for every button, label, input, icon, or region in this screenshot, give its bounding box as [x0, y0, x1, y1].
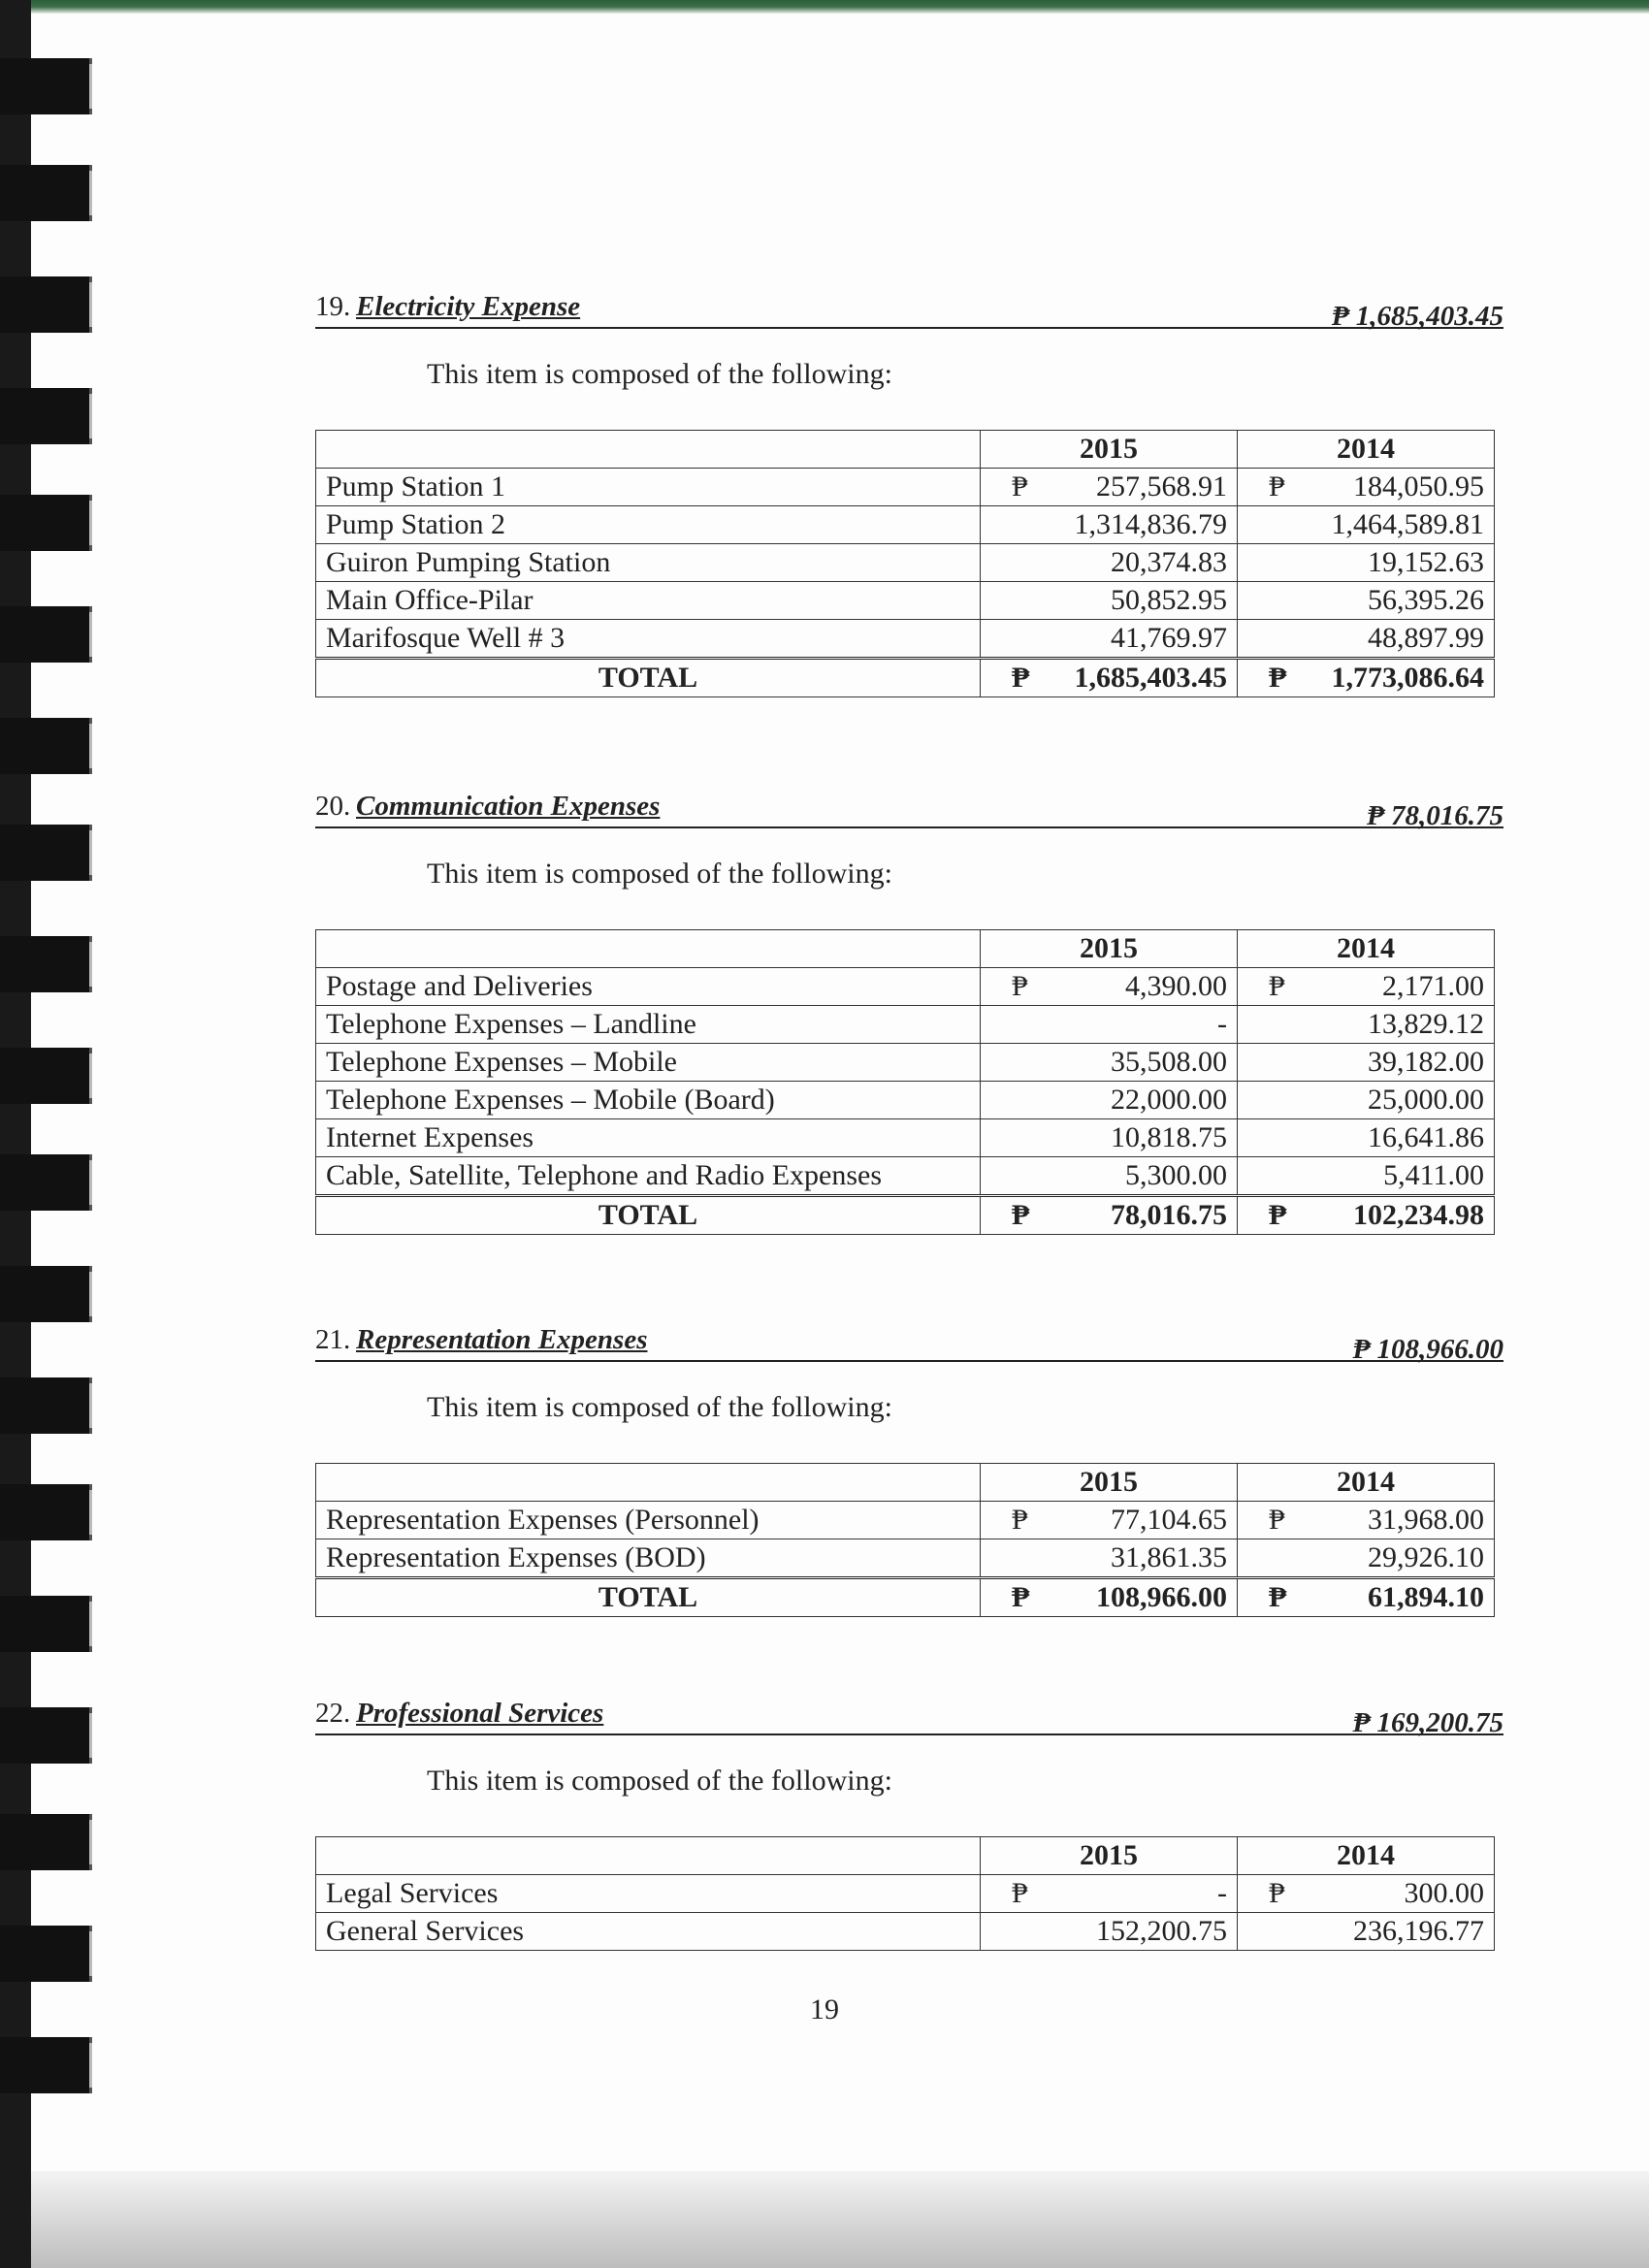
cell-2015-wrap	[990, 1876, 1227, 1911]
cell-2015	[981, 1913, 1238, 1951]
cell-2015-wrap	[990, 1158, 1227, 1193]
row-label: Legal Services	[316, 1875, 981, 1913]
expense-table	[315, 1836, 1495, 1951]
binding-ring	[0, 276, 92, 333]
section-communication-expenses	[315, 776, 1504, 1235]
header-year-2014: 2014	[1238, 930, 1495, 968]
table-row	[316, 1006, 1495, 1044]
cell-2015	[981, 1502, 1238, 1539]
intro-text: This item is composed of the following:	[427, 1765, 892, 1797]
cell-2014	[1238, 1044, 1495, 1082]
binding-ring	[0, 1154, 92, 1211]
cell-2014	[1238, 620, 1495, 659]
total-row	[316, 1578, 1495, 1617]
table-row	[316, 544, 1495, 582]
total-2014	[1238, 1578, 1495, 1617]
amount-value: 29,926.10	[1368, 1541, 1484, 1573]
currency-symbol: ₱	[1012, 1581, 1030, 1613]
row-label: Internet Expenses	[316, 1119, 981, 1157]
currency-symbol: ₱	[1012, 1877, 1028, 1909]
section-amount: ₱ 78,016.75	[1367, 800, 1504, 831]
currency-symbol	[1247, 1083, 1269, 1118]
header-year-2014: 2014	[1238, 431, 1495, 469]
currency-symbol	[1247, 1120, 1269, 1155]
currency-symbol	[990, 1007, 1012, 1042]
amount-value: 31,968.00	[1368, 1504, 1484, 1536]
amount-value: 4,390.00	[1125, 970, 1227, 1002]
binding-ring	[0, 165, 92, 221]
cell-2014-wrap	[1247, 1914, 1484, 1949]
binding-ring	[0, 58, 92, 114]
currency-symbol: ₱	[1012, 470, 1028, 502]
cell-2014-wrap	[1247, 1120, 1484, 1155]
row-label: Pump Station 1	[316, 469, 981, 506]
amount-value: 1,464,589.81	[1331, 508, 1484, 540]
spiral-binding	[0, 39, 107, 2173]
section-heading	[315, 1683, 1504, 1738]
binding-ring	[0, 495, 92, 551]
currency-symbol	[1247, 1007, 1269, 1042]
intro-text: This item is composed of the following:	[427, 858, 892, 890]
amount-value: 61,894.10	[1368, 1581, 1484, 1613]
cell-2014-wrap	[1247, 1158, 1484, 1193]
cell-2014-wrap	[1247, 507, 1484, 542]
cell-2015-wrap	[990, 1503, 1227, 1538]
section-number: 22.	[315, 1698, 351, 1729]
currency-symbol: ₱	[1012, 662, 1030, 694]
cell-2014-wrap	[1247, 969, 1484, 1004]
row-label: Postage and Deliveries	[316, 968, 981, 1006]
table-row	[316, 1875, 1495, 1913]
table-row	[316, 1044, 1495, 1082]
total-label: TOTAL	[316, 1578, 981, 1617]
currency-symbol: ₱	[1012, 1199, 1030, 1231]
section-heading	[315, 776, 1504, 831]
total-2015-wrap	[990, 661, 1227, 696]
currency-symbol	[990, 1120, 1012, 1155]
row-label: Marifosque Well # 3	[316, 620, 981, 659]
cell-2015-wrap	[990, 1045, 1227, 1080]
cell-2015-wrap	[990, 470, 1227, 504]
amount-value: 1,773,086.64	[1331, 662, 1484, 694]
amount-value: 108,966.00	[1096, 1581, 1227, 1613]
amount-value: 35,508.00	[1111, 1046, 1227, 1078]
cell-2014-wrap	[1247, 1007, 1484, 1042]
binding-ring	[0, 606, 92, 663]
table-row	[316, 1119, 1495, 1157]
cell-2015-wrap	[990, 583, 1227, 618]
cell-2015-wrap	[990, 621, 1227, 656]
currency-symbol	[1247, 1914, 1269, 1949]
total-2014-wrap	[1247, 661, 1484, 696]
total-2015	[981, 1196, 1238, 1235]
total-label: TOTAL	[316, 1196, 981, 1235]
currency-symbol	[1247, 1045, 1269, 1080]
currency-symbol	[1247, 1158, 1269, 1193]
total-row	[316, 659, 1495, 697]
table-header-row	[316, 1464, 1495, 1502]
cell-2014	[1238, 582, 1495, 620]
section-title: Representation Expenses	[356, 1324, 648, 1355]
currency-symbol	[1247, 545, 1269, 580]
table-row	[316, 620, 1495, 659]
currency-symbol: ₱	[1269, 470, 1285, 502]
amount-value: -	[1217, 1008, 1227, 1040]
cell-2015	[981, 1875, 1238, 1913]
amount-value: 41,769.97	[1111, 622, 1227, 654]
total-2014	[1238, 1196, 1495, 1235]
currency-symbol: ₱	[1269, 970, 1285, 1002]
cell-2015	[981, 1082, 1238, 1119]
amount-value: 48,897.99	[1368, 622, 1484, 654]
table-header-row	[316, 930, 1495, 968]
row-label: Main Office-Pilar	[316, 582, 981, 620]
amount-value: 16,641.86	[1368, 1121, 1484, 1153]
row-label: Cable, Satellite, Telephone and Radio Expenses	[316, 1157, 981, 1196]
section-title: Communication Expenses	[356, 791, 661, 822]
section-electricity-expense	[315, 276, 1504, 697]
cell-2014	[1238, 1082, 1495, 1119]
amount-value: 257,568.91	[1096, 470, 1227, 502]
section-amount: ₱ 1,685,403.45	[1331, 301, 1504, 332]
table-row	[316, 968, 1495, 1006]
amount-value: 236,196.77	[1353, 1915, 1484, 1947]
amount-value: 78,016.75	[1111, 1199, 1227, 1231]
cell-2014-wrap	[1247, 621, 1484, 656]
amount-value: 5,300.00	[1125, 1159, 1227, 1191]
header-year-2015: 2015	[981, 431, 1238, 469]
cell-2014-wrap	[1247, 1540, 1484, 1575]
header-blank	[316, 431, 981, 469]
currency-symbol	[990, 1158, 1012, 1193]
row-label: Telephone Expenses – Mobile (Board)	[316, 1082, 981, 1119]
header-blank	[316, 1837, 981, 1875]
section-heading	[315, 1310, 1504, 1365]
currency-symbol	[990, 1540, 1012, 1575]
amount-value: -	[1217, 1877, 1227, 1909]
cell-2015	[981, 1044, 1238, 1082]
amount-value: 77,104.65	[1111, 1504, 1227, 1536]
cell-2015-wrap	[990, 507, 1227, 542]
row-label: Representation Expenses (Personnel)	[316, 1502, 981, 1539]
amount-value: 56,395.26	[1368, 584, 1484, 616]
table-row	[316, 582, 1495, 620]
binding-ring	[0, 1048, 92, 1104]
total-2015-wrap	[990, 1580, 1227, 1615]
cell-2015	[981, 544, 1238, 582]
section-amount: ₱ 108,966.00	[1352, 1334, 1504, 1365]
amount-value: 5,411.00	[1383, 1159, 1484, 1191]
table-row	[316, 1157, 1495, 1196]
row-label: Telephone Expenses – Landline	[316, 1006, 981, 1044]
cell-2015	[981, 1119, 1238, 1157]
currency-symbol: ₱	[1269, 1877, 1285, 1909]
intro-text: This item is composed of the following:	[427, 1391, 892, 1423]
cell-2014	[1238, 1502, 1495, 1539]
cell-2014	[1238, 1157, 1495, 1196]
cell-2015	[981, 968, 1238, 1006]
cell-2014	[1238, 1539, 1495, 1578]
section-amount: ₱ 169,200.75	[1352, 1707, 1504, 1738]
binding-ring	[0, 1484, 92, 1540]
amount-value: 300.00	[1404, 1877, 1484, 1909]
currency-symbol	[990, 545, 1012, 580]
cell-2014-wrap	[1247, 583, 1484, 618]
binding-ring	[0, 1377, 92, 1434]
amount-value: 184,050.95	[1353, 470, 1484, 502]
section-number: 21.	[315, 1324, 351, 1355]
total-2015	[981, 1578, 1238, 1617]
row-label: Representation Expenses (BOD)	[316, 1539, 981, 1578]
cell-2014	[1238, 1875, 1495, 1913]
binding-ring	[0, 2037, 92, 2093]
header-blank	[316, 930, 981, 968]
currency-symbol: ₱	[1269, 1581, 1287, 1613]
cell-2015-wrap	[990, 1914, 1227, 1949]
amount-value: 10,818.75	[1111, 1121, 1227, 1153]
currency-symbol: ₱	[1269, 1504, 1285, 1536]
header-year-2015: 2015	[981, 1464, 1238, 1502]
header-year-2014: 2014	[1238, 1464, 1495, 1502]
currency-symbol: ₱	[1269, 1199, 1287, 1231]
section-professional-services	[315, 1683, 1504, 1951]
row-label: Pump Station 2	[316, 506, 981, 544]
cell-2014-wrap	[1247, 470, 1484, 504]
cell-2014-wrap	[1247, 1045, 1484, 1080]
total-2014-wrap	[1247, 1580, 1484, 1615]
currency-symbol	[990, 507, 1012, 542]
amount-value: 19,152.63	[1368, 546, 1484, 578]
currency-symbol: ₱	[1269, 662, 1287, 694]
amount-value: 152,200.75	[1096, 1915, 1227, 1947]
cell-2014-wrap	[1247, 1876, 1484, 1911]
row-label: Telephone Expenses – Mobile	[316, 1044, 981, 1082]
amount-value: 20,374.83	[1111, 546, 1227, 578]
cell-2015-wrap	[990, 1540, 1227, 1575]
cell-2014	[1238, 1119, 1495, 1157]
binding-ring	[0, 825, 92, 881]
section-number: 20.	[315, 791, 351, 822]
amount-value: 50,852.95	[1111, 584, 1227, 616]
currency-symbol: ₱	[1012, 970, 1028, 1002]
binding-ring	[0, 388, 92, 444]
currency-symbol	[1247, 583, 1269, 618]
cell-2015-wrap	[990, 1007, 1227, 1042]
cell-2015	[981, 1006, 1238, 1044]
total-label: TOTAL	[316, 659, 981, 697]
row-label: Guiron Pumping Station	[316, 544, 981, 582]
cell-2015	[981, 1539, 1238, 1578]
cell-2014	[1238, 968, 1495, 1006]
scan-bottom-shadow	[31, 2171, 1649, 2268]
expense-table	[315, 929, 1495, 1235]
section-title: Electricity Expense	[356, 291, 581, 322]
cell-2015	[981, 469, 1238, 506]
cell-2014-wrap	[1247, 1503, 1484, 1538]
cell-2015-wrap	[990, 969, 1227, 1004]
expense-table	[315, 430, 1495, 697]
table-row	[316, 1502, 1495, 1539]
cell-2014-wrap	[1247, 545, 1484, 580]
section-number: 19.	[315, 291, 351, 322]
cell-2014	[1238, 506, 1495, 544]
cell-2015-wrap	[990, 545, 1227, 580]
header-year-2014: 2014	[1238, 1837, 1495, 1875]
cell-2015	[981, 1157, 1238, 1196]
table-row	[316, 1082, 1495, 1119]
page-top-edge	[0, 0, 1649, 14]
binding-ring	[0, 1266, 92, 1322]
currency-symbol	[1247, 1540, 1269, 1575]
cell-2015	[981, 506, 1238, 544]
total-row	[316, 1196, 1495, 1235]
total-2015	[981, 659, 1238, 697]
currency-symbol	[990, 583, 1012, 618]
total-2014	[1238, 659, 1495, 697]
currency-symbol	[1247, 507, 1269, 542]
row-label: General Services	[316, 1913, 981, 1951]
cell-2014	[1238, 469, 1495, 506]
total-2014-wrap	[1247, 1198, 1484, 1233]
amount-value: 39,182.00	[1368, 1046, 1484, 1078]
amount-value: 1,314,836.79	[1074, 508, 1227, 540]
currency-symbol	[1247, 621, 1269, 656]
amount-value: 2,171.00	[1382, 970, 1484, 1002]
header-blank	[316, 1464, 981, 1502]
section-heading	[315, 276, 1504, 332]
binding-ring	[0, 1707, 92, 1764]
amount-value: 25,000.00	[1368, 1084, 1484, 1116]
amount-value: 13,829.12	[1368, 1008, 1484, 1040]
cell-2014	[1238, 1006, 1495, 1044]
cell-2015	[981, 620, 1238, 659]
binding-ring	[0, 1926, 92, 1982]
expense-table	[315, 1463, 1495, 1617]
binding-ring	[0, 1814, 92, 1870]
table-row	[316, 506, 1495, 544]
binding-ring	[0, 1596, 92, 1652]
amount-value: 22,000.00	[1111, 1084, 1227, 1116]
header-year-2015: 2015	[981, 1837, 1238, 1875]
section-representation-expenses	[315, 1310, 1504, 1617]
page-number: 19	[810, 1993, 839, 2025]
currency-symbol	[990, 1914, 1012, 1949]
cell-2014	[1238, 544, 1495, 582]
binding-ring	[0, 718, 92, 774]
cell-2015-wrap	[990, 1120, 1227, 1155]
amount-value: 102,234.98	[1353, 1199, 1484, 1231]
table-header-row	[316, 1837, 1495, 1875]
total-2015-wrap	[990, 1198, 1227, 1233]
intro-text: This item is composed of the following:	[427, 358, 892, 390]
currency-symbol	[990, 1045, 1012, 1080]
currency-symbol: ₱	[1012, 1504, 1028, 1536]
cell-2015	[981, 582, 1238, 620]
amount-value: 1,685,403.45	[1074, 662, 1227, 694]
table-row	[316, 1913, 1495, 1951]
cell-2014	[1238, 1913, 1495, 1951]
table-row	[316, 469, 1495, 506]
currency-symbol	[990, 621, 1012, 656]
cell-2015-wrap	[990, 1083, 1227, 1118]
table-header-row	[316, 431, 1495, 469]
header-year-2015: 2015	[981, 930, 1238, 968]
table-row	[316, 1539, 1495, 1578]
amount-value: 31,861.35	[1111, 1541, 1227, 1573]
currency-symbol	[990, 1083, 1012, 1118]
section-title: Professional Services	[356, 1698, 604, 1729]
cell-2014-wrap	[1247, 1083, 1484, 1118]
binding-ring	[0, 936, 92, 992]
